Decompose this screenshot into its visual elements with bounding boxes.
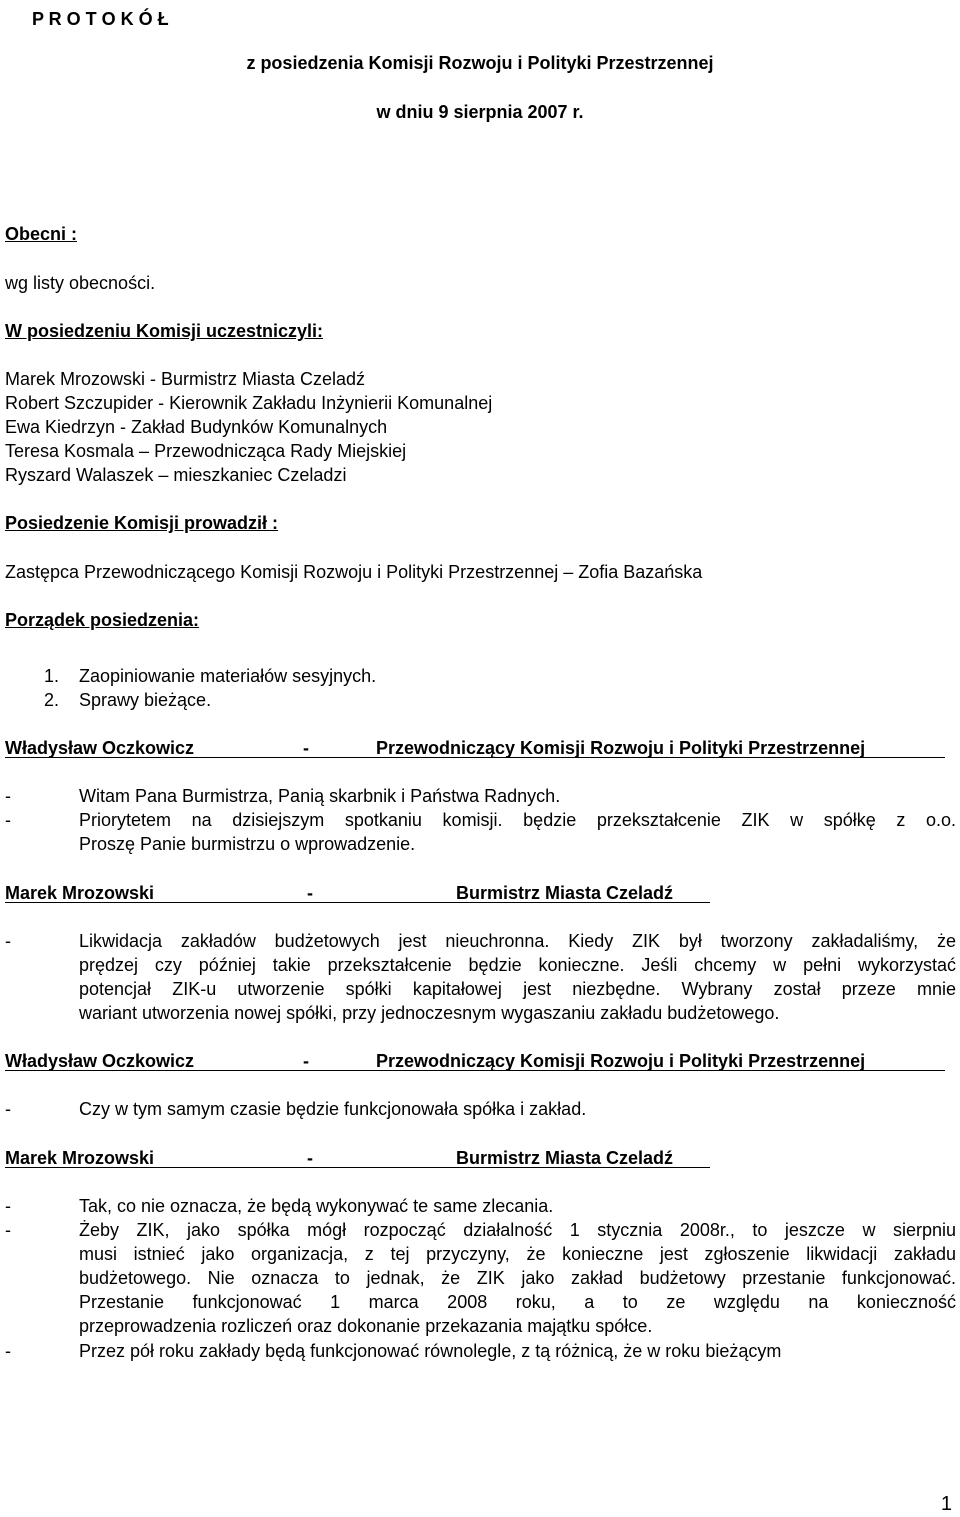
speaker-role: Przewodniczący Komisji Rozwoju i Polityki Przestrzennej [376, 1051, 866, 1071]
statement-line: Przestanie funkcjonować 1 marca 2008 roku, a to ze względu na konieczność [79, 1292, 956, 1312]
statement-line: Priorytetem na dzisiejszym spotkaniu komisji. będzie przekształcenie ZIK w spółkę z o.o. [79, 810, 956, 830]
statement-line: musi istnieć jako organizacja, z tej przyczyny, że konieczne jest zgłoszenie likwidacji zakładu [79, 1244, 956, 1264]
statement-line: Proszę Panie burmistrzu o wprowadzenie. [79, 834, 416, 854]
dash-bullet: - [5, 1341, 11, 1361]
speaker-role: Burmistrz Miasta Czeladź [456, 1148, 674, 1168]
speaker-header [5, 881, 950, 905]
speaker-role: Przewodniczący Komisji Rozwoju i Polityki Przestrzennej [376, 738, 866, 758]
statement-line: przeprowadzenia rozliczeń oraz dokonanie przekazania majątku spółce. [79, 1316, 653, 1336]
present-text: wg listy obecności. [5, 273, 156, 293]
agenda-item-number: 2. [44, 690, 60, 710]
speaker-header [5, 1049, 950, 1073]
speaker-separator: - [307, 1148, 313, 1168]
statement-line: Przez pół roku zakłady będą funkcjonować równolegle, z tą różnicą, że w roku bieżącym [79, 1341, 782, 1361]
statement-line: Tak, co nie oznacza, że będą wykonywać te same zlecania. [79, 1196, 554, 1216]
meeting-date: w dniu 9 sierpnia 2007 r. [376, 102, 584, 122]
speaker-name: Władysław Oczkowicz [5, 738, 195, 758]
statement-line: Żeby ZIK, jako spółka mógł rozpocząć działalność 1 stycznia 2008r., to jeszcze w sierpniu [79, 1220, 956, 1240]
chair-text: Zastępca Przewodniczącego Komisji Rozwoju i Polityki Przestrzennej – Zofia Bazańska [5, 562, 703, 582]
speaker-separator: - [307, 883, 313, 903]
participant-item: Marek Mrozowski - Burmistrz Miasta Czeladź [5, 369, 366, 389]
document-title: P R O T O K Ó Ł [32, 9, 169, 29]
agenda-heading: Porządek posiedzenia: [5, 610, 200, 630]
present-heading: Obecni : [5, 224, 78, 244]
speaker-header [5, 1146, 950, 1170]
statement-line: potencjał ZIK-u utworzenie spółki kapitałowej jest niezbędne. Wybrany został przeze mnie [79, 979, 956, 999]
agenda-item-text: Zaopiniowanie materiałów sesyjnych. [79, 666, 377, 686]
statement-line: Likwidacja zakładów budżetowych jest nieuchronna. Kiedy ZIK był tworzony zakładaliśmy, że [79, 931, 956, 951]
participant-item: Ewa Kiedrzyn - Zakład Budynków Komunalnych [5, 417, 388, 437]
statement-line: wariant utworzenia nowej spółki, przy jednoczesnym wygaszaniu zakładu budżetowego. [79, 1003, 780, 1023]
dash-bullet: - [5, 1196, 11, 1216]
participant-item: Teresa Kosmala – Przewodnicząca Rady Miejskiej [5, 441, 407, 461]
speaker-separator: - [303, 1051, 309, 1071]
page-number: 1 [940, 1493, 952, 1515]
speaker-name: Marek Mrozowski [5, 1148, 155, 1168]
document-subtitle: z posiedzenia Komisji Rozwoju i Polityki Przestrzennej [246, 53, 714, 73]
speaker-role: Burmistrz Miasta Czeladź [456, 883, 674, 903]
statement-line: Czy w tym samym czasie będzie funkcjonowała spółka i zakład. [79, 1099, 587, 1119]
dash-bullet: - [5, 1220, 11, 1240]
speaker-name: Marek Mrozowski [5, 883, 155, 903]
participant-item: Robert Szczupider - Kierownik Zakładu Inżynierii Komunalnej [5, 393, 493, 413]
statement-line: Witam Pana Burmistrza, Panią skarbnik i Państwa Radnych. [79, 786, 561, 806]
speaker-name: Władysław Oczkowicz [5, 1051, 195, 1071]
participant-item: Ryszard Walaszek – mieszkaniec Czeladzi [5, 465, 347, 485]
dash-bullet: - [5, 931, 11, 951]
statement-line: prędzej czy później takie przekształcenie będzie konieczne. Jeśli chcemy w pełni wykorzystać [79, 955, 956, 975]
agenda-item-number: 1. [44, 666, 60, 686]
chair-heading: Posiedzenie Komisji prowadził : [5, 513, 279, 533]
dash-bullet: - [5, 786, 11, 806]
dash-bullet: - [5, 810, 11, 830]
statement-line: budżetowego. Nie oznacza to jednak, że ZIK jako zakład budżetowy przestanie funkcjonować. [79, 1268, 956, 1288]
dash-bullet: - [5, 1099, 11, 1119]
agenda-item-text: Sprawy bieżące. [79, 690, 212, 710]
speaker-separator: - [303, 738, 309, 758]
speaker-header [5, 736, 950, 760]
participants-heading: W posiedzeniu Komisji uczestniczyli: [5, 321, 324, 341]
